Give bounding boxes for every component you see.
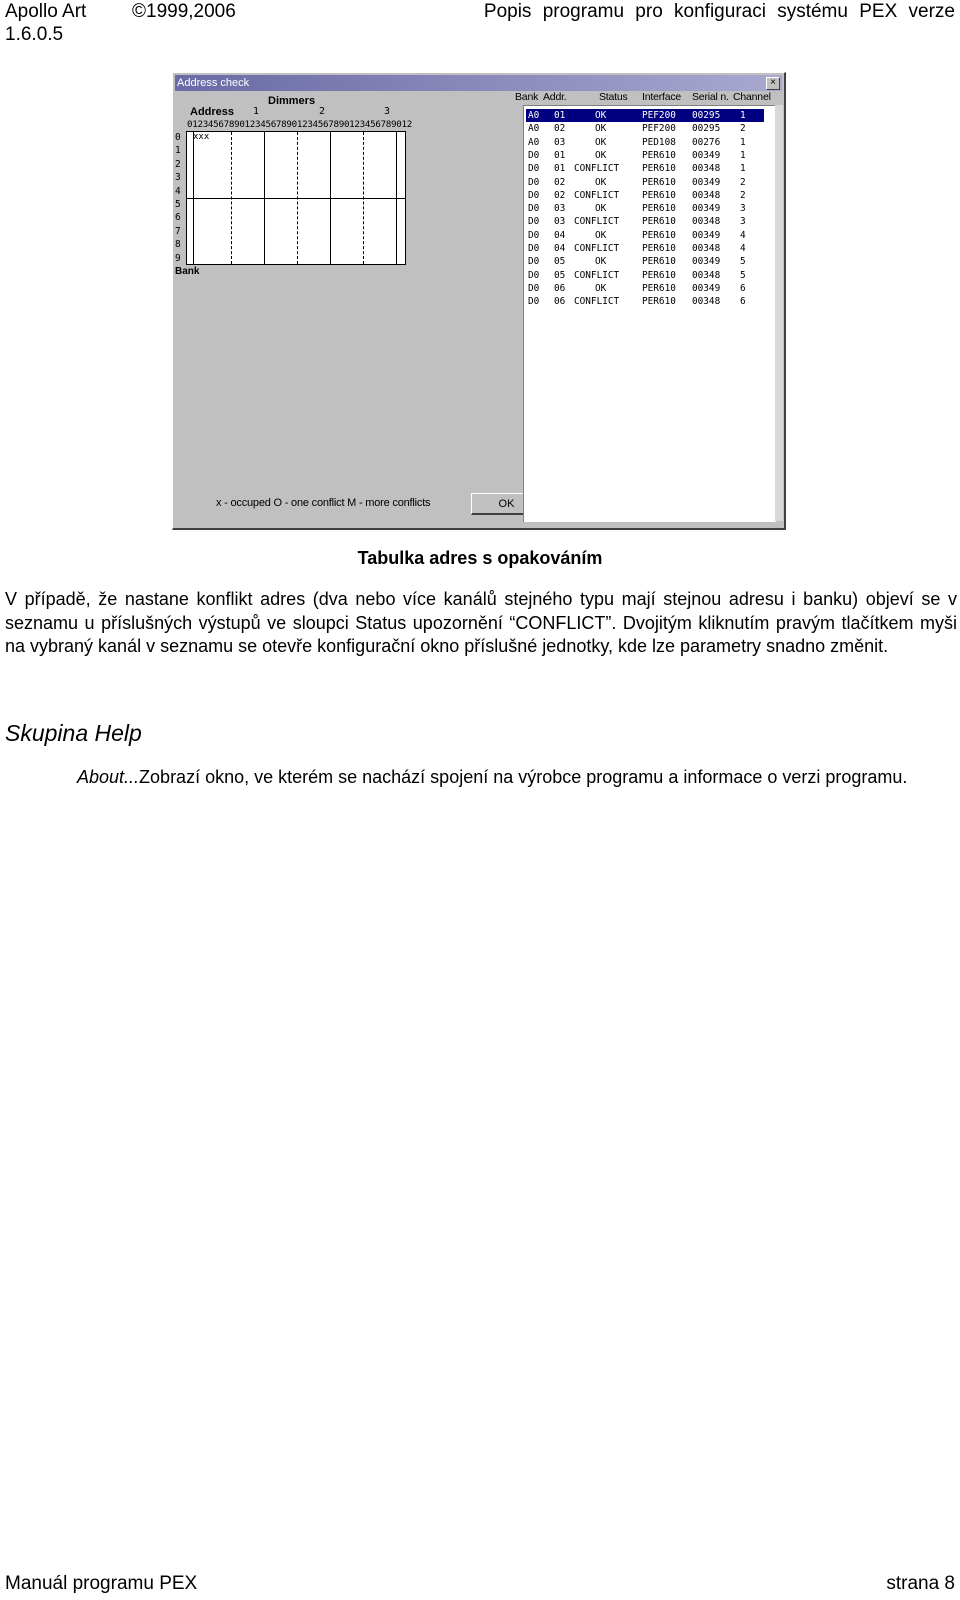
footer-title: Manuál programu PEX — [5, 1573, 198, 1594]
table-row[interactable] — [526, 176, 764, 189]
legend-text: x - occuped O - one conflict M - more conflicts — [216, 497, 431, 509]
column-number: 2 — [319, 106, 326, 117]
table-cell: 5 — [740, 269, 746, 281]
body-paragraph: V případě, že nastane konflikt adres (dva nebo více kanálů stejného typu mají stejnou adresu i banku) objeví se v seznamu u příslušných výstupů ve sloupci Status upozornění “CONFLICT”. Dvojitým kliknutím pravým tlačítkem myši na vybraný kanál v seznamu se otevře konfigurační okno příslušné jednotky, kde lze parametry snadno změnit. — [5, 589, 957, 656]
table-cell: 05 — [554, 256, 566, 268]
table-cell: PER610 — [642, 229, 676, 241]
table-cell: D0 — [528, 296, 540, 308]
ok-button[interactable]: OK — [471, 493, 543, 515]
table-cell: 1 — [740, 149, 746, 161]
table-cell: CONFLICT — [574, 163, 620, 175]
table-row[interactable] — [526, 109, 764, 122]
table-cell: PER610 — [642, 149, 676, 161]
col-bank[interactable]: Bank — [515, 91, 539, 103]
app-name: Apollo Art — [5, 1, 87, 22]
table-cell: 1 — [740, 110, 746, 121]
table-cell: D0 — [528, 269, 540, 281]
table-cell: D0 — [528, 243, 540, 254]
table-cell: OK — [595, 229, 607, 241]
table-cell: 05 — [554, 269, 566, 281]
table-cell: 00348 — [692, 296, 721, 308]
table-cell: 00349 — [692, 229, 721, 241]
table-cell: 03 — [554, 203, 566, 215]
table-cell: 6 — [740, 296, 746, 308]
table-cell: 00349 — [692, 256, 721, 268]
table-row[interactable] — [526, 189, 764, 202]
page-number: strana 8 — [886, 1573, 955, 1594]
address-grid[interactable] — [186, 131, 406, 265]
table-cell: 00348 — [692, 189, 721, 201]
col-channel[interactable]: Channel — [733, 91, 771, 103]
table-cell: PEF200 — [642, 110, 676, 121]
bank-label: Bank — [175, 266, 200, 277]
table-cell: 5 — [740, 256, 746, 268]
table-cell: CONFLICT — [574, 243, 620, 254]
table-cell: 1 — [740, 136, 746, 148]
table-cell: 4 — [740, 229, 746, 241]
list-header — [513, 91, 773, 105]
list-scrollbar[interactable] — [775, 105, 783, 521]
table-cell: D0 — [528, 256, 540, 268]
table-cell: PER610 — [642, 216, 676, 228]
table-cell: D0 — [528, 282, 540, 294]
figure-caption: Tabulka adres s opakováním — [357, 548, 603, 568]
table-cell: CONFLICT — [574, 216, 620, 228]
table-cell: PER610 — [642, 203, 676, 215]
table-row[interactable] — [526, 215, 764, 228]
table-cell: D0 — [528, 216, 540, 228]
table-cell: 01 — [554, 110, 566, 121]
table-cell: CONFLICT — [574, 189, 620, 201]
table-row[interactable] — [526, 202, 764, 215]
table-cell: 2 — [740, 123, 746, 135]
table-cell: CONFLICT — [574, 269, 620, 281]
table-cell: PEF200 — [642, 123, 676, 135]
table-cell: PER610 — [642, 269, 676, 281]
copyright: ©1999,2006 — [132, 1, 236, 22]
table-cell: OK — [595, 256, 607, 268]
table-cell: 6 — [740, 282, 746, 294]
table-cell: 00348 — [692, 216, 721, 228]
table-cell: 00349 — [692, 149, 721, 161]
table-cell: D0 — [528, 203, 540, 215]
table-cell: OK — [595, 110, 607, 121]
document-title: Popis programu pro konfiguraci systému PEX verze — [483, 1, 955, 22]
table-cell: OK — [595, 282, 607, 294]
column-number: 1 — [253, 106, 260, 117]
table-cell: 03 — [554, 216, 566, 228]
table-cell: 00295 — [692, 123, 721, 135]
table-cell: D0 — [528, 149, 540, 161]
table-cell: OK — [595, 136, 607, 148]
address-label: Address — [190, 106, 235, 118]
table-cell: 00348 — [692, 163, 721, 175]
table-row[interactable] — [526, 136, 764, 149]
address-digits: 0123456789012345678901234567890123456789012 — [187, 119, 412, 130]
table-cell: CONFLICT — [574, 296, 620, 308]
table-cell: PER610 — [642, 176, 676, 188]
col-addr[interactable]: Addr. — [543, 91, 567, 103]
table-cell: D0 — [528, 189, 540, 201]
table-cell: PER610 — [642, 163, 676, 175]
close-icon[interactable]: × — [766, 77, 780, 90]
table-cell: OK — [595, 123, 607, 135]
about-item — [5, 766, 957, 790]
table-cell: A0 — [528, 123, 540, 135]
table-cell: 2 — [740, 176, 746, 188]
table-cell: 01 — [554, 149, 566, 161]
window-titlebar — [175, 75, 782, 91]
table-cell: 00349 — [692, 282, 721, 294]
table-cell: 01 — [554, 163, 566, 175]
table-cell: 03 — [554, 136, 566, 148]
column-number: 3 — [384, 106, 391, 117]
table-row[interactable] — [526, 295, 764, 308]
table-row[interactable] — [526, 269, 764, 282]
table-cell: 3 — [740, 203, 746, 215]
occupied-marks: xxx — [193, 132, 210, 142]
table-row[interactable] — [526, 242, 764, 255]
table-row[interactable] — [526, 149, 764, 162]
table-cell: 02 — [554, 123, 566, 135]
table-cell: 00349 — [692, 176, 721, 188]
table-cell: 04 — [554, 229, 566, 241]
table-row[interactable] — [526, 229, 764, 242]
table-cell: 06 — [554, 282, 566, 294]
table-cell: PER610 — [642, 296, 676, 308]
table-cell: 02 — [554, 189, 566, 201]
table-cell: PER610 — [642, 243, 676, 254]
table-cell: 04 — [554, 243, 566, 254]
table-cell: D0 — [528, 163, 540, 175]
table-cell: 06 — [554, 296, 566, 308]
table-cell: PED108 — [642, 136, 676, 148]
col-serial[interactable]: Serial n. — [692, 91, 729, 103]
table-cell: OK — [595, 203, 607, 215]
col-interface[interactable]: Interface — [642, 91, 682, 103]
address-check-window — [172, 72, 786, 530]
table-cell: 3 — [740, 216, 746, 228]
about-term: About... — [77, 767, 140, 787]
table-cell: D0 — [528, 229, 540, 241]
table-cell: A0 — [528, 110, 540, 121]
about-description: Zobrazí okno, ve kterém se nachází spojení na výrobce programu a informace o verzi programu. — [139, 767, 908, 787]
table-cell: OK — [595, 149, 607, 161]
bank-row-labels: 0 1 2 3 4 5 6 7 8 9 — [175, 132, 181, 264]
table-cell: A0 — [528, 136, 540, 148]
table-cell: 4 — [740, 243, 746, 254]
table-cell: 00295 — [692, 110, 721, 121]
table-row[interactable] — [526, 255, 764, 268]
table-cell: PER610 — [642, 189, 676, 201]
col-status[interactable]: Status — [599, 91, 628, 103]
table-cell: 2 — [740, 189, 746, 201]
table-cell: D0 — [528, 176, 540, 188]
table-row[interactable] — [526, 282, 764, 295]
dimmers-label: Dimmers — [268, 95, 316, 107]
table-cell: PER610 — [642, 282, 676, 294]
table-row[interactable] — [526, 162, 764, 175]
version-number: 1.6.0.5 — [5, 24, 64, 45]
table-cell: 00348 — [692, 269, 721, 281]
channel-list[interactable] — [523, 105, 776, 522]
table-cell: 1 — [740, 163, 746, 175]
table-cell: PER610 — [642, 256, 676, 268]
table-cell: OK — [595, 176, 607, 188]
table-row[interactable] — [526, 122, 764, 135]
window-title: Address check — [177, 77, 250, 89]
section-heading: Skupina Help — [5, 720, 142, 746]
table-cell: 02 — [554, 176, 566, 188]
table-cell: 00349 — [692, 203, 721, 215]
table-cell: 00348 — [692, 243, 721, 254]
table-cell: 00276 — [692, 136, 721, 148]
